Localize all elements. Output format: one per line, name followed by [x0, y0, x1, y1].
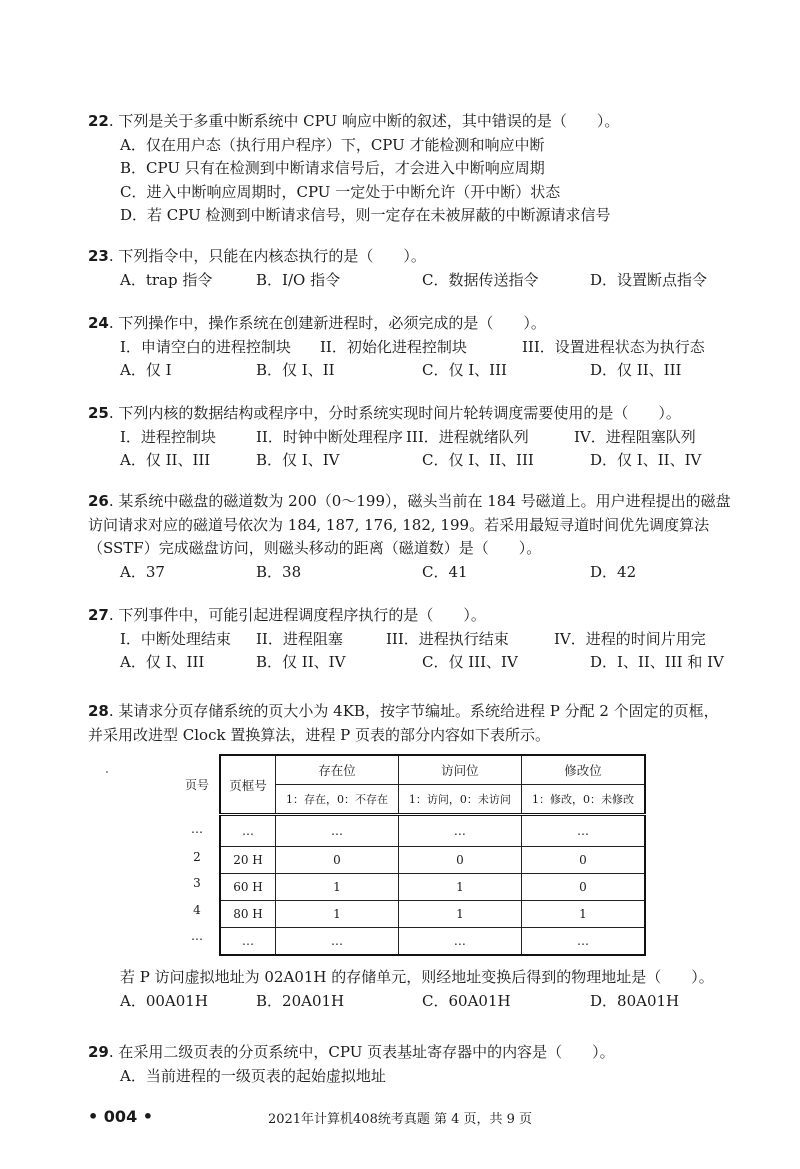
table-cell: 1 [398, 874, 521, 901]
question-stem-line-2: 访问请求对应的磁道号依次为 184, 187, 176, 182, 199。若采用最短寻道时间优先调度算法 [88, 515, 710, 534]
statement-3: III．进程执行结束 [386, 629, 509, 648]
table-cell: 0 [276, 847, 399, 874]
table-cell: 0 [521, 874, 645, 901]
option-c: C．数据传送指令 [422, 270, 539, 289]
table-cell: 0 [521, 847, 645, 874]
table-cell: 1 [276, 874, 399, 901]
question-number: 29 [88, 1043, 109, 1061]
statement-2: II．时钟中断处理程序 [256, 427, 403, 446]
option-c: C．60A01H [422, 991, 511, 1010]
column-header-present: 存在位 [276, 755, 399, 785]
option-d: D．80A01H [590, 991, 680, 1010]
statement-3: III．进程就绪队列 [406, 427, 529, 446]
question-stem: . 下列是关于多重中断系统中 CPU 响应中断的叙述，其中错误的是（ ）。 [108, 112, 620, 130]
page-number-cell: 2 [193, 850, 201, 864]
question-stem: . 在采用二级页表的分页系统中，CPU 页表基址寄存器中的内容是（ ）。 [108, 1043, 615, 1061]
question-number: 22 [88, 112, 109, 130]
question-25 [88, 402, 728, 473]
option-c: C．仅 I、II、III [422, 451, 534, 469]
option-b: B．CPU 只有在检测到中断请求信号后，才会进入中断响应周期 [120, 159, 545, 177]
table-cell: … [521, 815, 645, 847]
option-d: D．若 CPU 检测到中断请求信号，则一定存在未被屏蔽的中断源请求信号 [120, 206, 611, 224]
page-number: • 004 • [88, 1107, 153, 1126]
table-cell: 0 [398, 847, 521, 874]
question-28 [88, 700, 728, 747]
column-subheader-present: 1：存在，0：不存在 [276, 785, 399, 815]
question-stem-line-2: 并采用改进型 Clock 置换算法，进程 P 页表的部分内容如下表所示。 [88, 725, 550, 744]
column-header-frame: 页框号 [220, 755, 276, 815]
table-row [220, 874, 645, 901]
table-cell: … [220, 928, 276, 956]
option-d: D．I、II、III 和 IV [590, 653, 724, 671]
table-cell: 60 H [220, 874, 276, 901]
question-number: 24 [88, 314, 109, 332]
option-c: C．41 [422, 562, 468, 581]
option-d: D．仅 II、III [590, 361, 682, 379]
page-number-cell: 3 [193, 876, 201, 890]
column-subheader-modified: 1：修改，0：未修改 [521, 785, 645, 815]
table-row [220, 815, 645, 847]
page-number-header: 页号 [184, 778, 209, 792]
statement-3: III．设置进程状态为执行态 [522, 337, 705, 356]
table-row [220, 847, 645, 874]
question-23 [88, 245, 728, 292]
page-footer [0, 1107, 800, 1131]
statement-4: IV．进程阻塞队列 [574, 427, 696, 446]
question-number: 28 [88, 702, 109, 720]
statement-2: II．初始化进程控制块 [320, 337, 467, 356]
option-d: D．设置断点指令 [590, 270, 708, 289]
question-followup: 若 P 访问虚拟地址为 02A01H 的存储单元，则经地址变换后得到的物理地址是（ ）。 [120, 968, 714, 986]
page-table [219, 754, 646, 956]
table-cell: 1 [521, 901, 645, 928]
statement-2: II．进程阻塞 [256, 629, 343, 648]
statement-1: I．进程控制块 [120, 427, 216, 446]
statement-1: I．中断处理结束 [120, 629, 231, 648]
question-stem: . 下列指令中，只能在内核态执行的是（ ）。 [108, 247, 426, 265]
option-d: D．仅 I、II、IV [590, 451, 702, 469]
option-c: C．仅 III、IV [422, 653, 518, 671]
question-24 [88, 312, 728, 383]
column-header-accessed: 访问位 [398, 755, 521, 785]
page-number-cell: … [191, 822, 203, 836]
question-29 [88, 1041, 728, 1088]
question-22 [88, 110, 728, 228]
option-a: A．当前进程的一级页表的起始虚拟地址 [120, 1066, 386, 1085]
option-a: A．37 [120, 562, 165, 581]
statement-4: IV．进程的时间片用完 [554, 629, 706, 648]
question-28-continued [88, 966, 728, 1013]
option-a: A．仅 I [120, 361, 172, 379]
scan-speck [106, 771, 108, 773]
option-a: A．仅 II、III [120, 451, 211, 469]
question-number: 27 [88, 606, 109, 624]
table-cell: … [398, 815, 521, 847]
option-a: A．00A01H [120, 991, 208, 1010]
option-b: B．I/O 指令 [256, 270, 341, 289]
table-cell: … [398, 928, 521, 956]
question-stem-line-1: . 某系统中磁盘的磁道数为 200（0～199），磁头当前在 184 号磁道上。用户进程提出的磁盘 [108, 492, 731, 510]
question-stem-line-1: . 某请求分页存储系统的页大小为 4KB，按字节编址。系统给进程 P 分配 2 个固定的页框， [108, 702, 719, 720]
question-stem: . 下列内核的数据结构或程序中，分时系统实现时间片轮转调度需要使用的是（ ）。 [108, 404, 681, 422]
option-a: A．仅在用户态（执行用户程序）下，CPU 才能检测和响应中断 [120, 135, 545, 154]
table-cell: … [521, 928, 645, 956]
column-header-modified: 修改位 [521, 755, 645, 785]
table-cell: … [276, 815, 399, 847]
table-cell: 20 H [220, 847, 276, 874]
statement-1: I．申请空白的进程控制块 [120, 337, 291, 356]
table-cell: … [276, 928, 399, 956]
page-number-cell: … [191, 929, 203, 943]
option-b: B．20A01H [256, 991, 345, 1010]
option-b: B．38 [256, 562, 302, 581]
option-b: B．仅 I、IV [256, 451, 340, 469]
option-c: C．进入中断响应周期时，CPU 一定处于中断允许（开中断）状态 [120, 182, 561, 201]
question-stem: . 下列事件中，可能引起进程调度程序执行的是（ ）。 [108, 606, 486, 624]
question-number: 26 [88, 492, 109, 510]
option-b: B．仅 I、II [256, 361, 335, 379]
footer-caption: 2021年计算机408统考真题 第 4 页，共 9 页 [267, 1112, 533, 1127]
question-number: 23 [88, 247, 109, 265]
table-cell: 1 [276, 901, 399, 928]
question-number: 25 [88, 404, 109, 422]
table-cell: 80 H [220, 901, 276, 928]
option-d: D．42 [590, 562, 637, 581]
question-26 [88, 490, 731, 584]
column-subheader-accessed: 1：访问，0：未访问 [398, 785, 521, 815]
page-number-cell: 4 [193, 903, 201, 917]
table-row [220, 901, 645, 928]
table-cell: 1 [398, 901, 521, 928]
question-stem-line-3: （SSTF）完成磁盘访问，则磁头移动的距离（磁道数）是（ ）。 [88, 539, 542, 557]
question-27 [88, 604, 728, 675]
option-c: C．仅 I、III [422, 361, 507, 379]
table-cell: … [220, 815, 276, 847]
table-row [220, 928, 645, 956]
option-a: A．仅 I、III [120, 653, 205, 671]
option-b: B．仅 II、IV [256, 653, 346, 671]
question-stem: . 下列操作中，操作系统在创建新进程时，必须完成的是（ ）。 [108, 314, 546, 332]
option-a: A．trap 指令 [120, 270, 213, 289]
